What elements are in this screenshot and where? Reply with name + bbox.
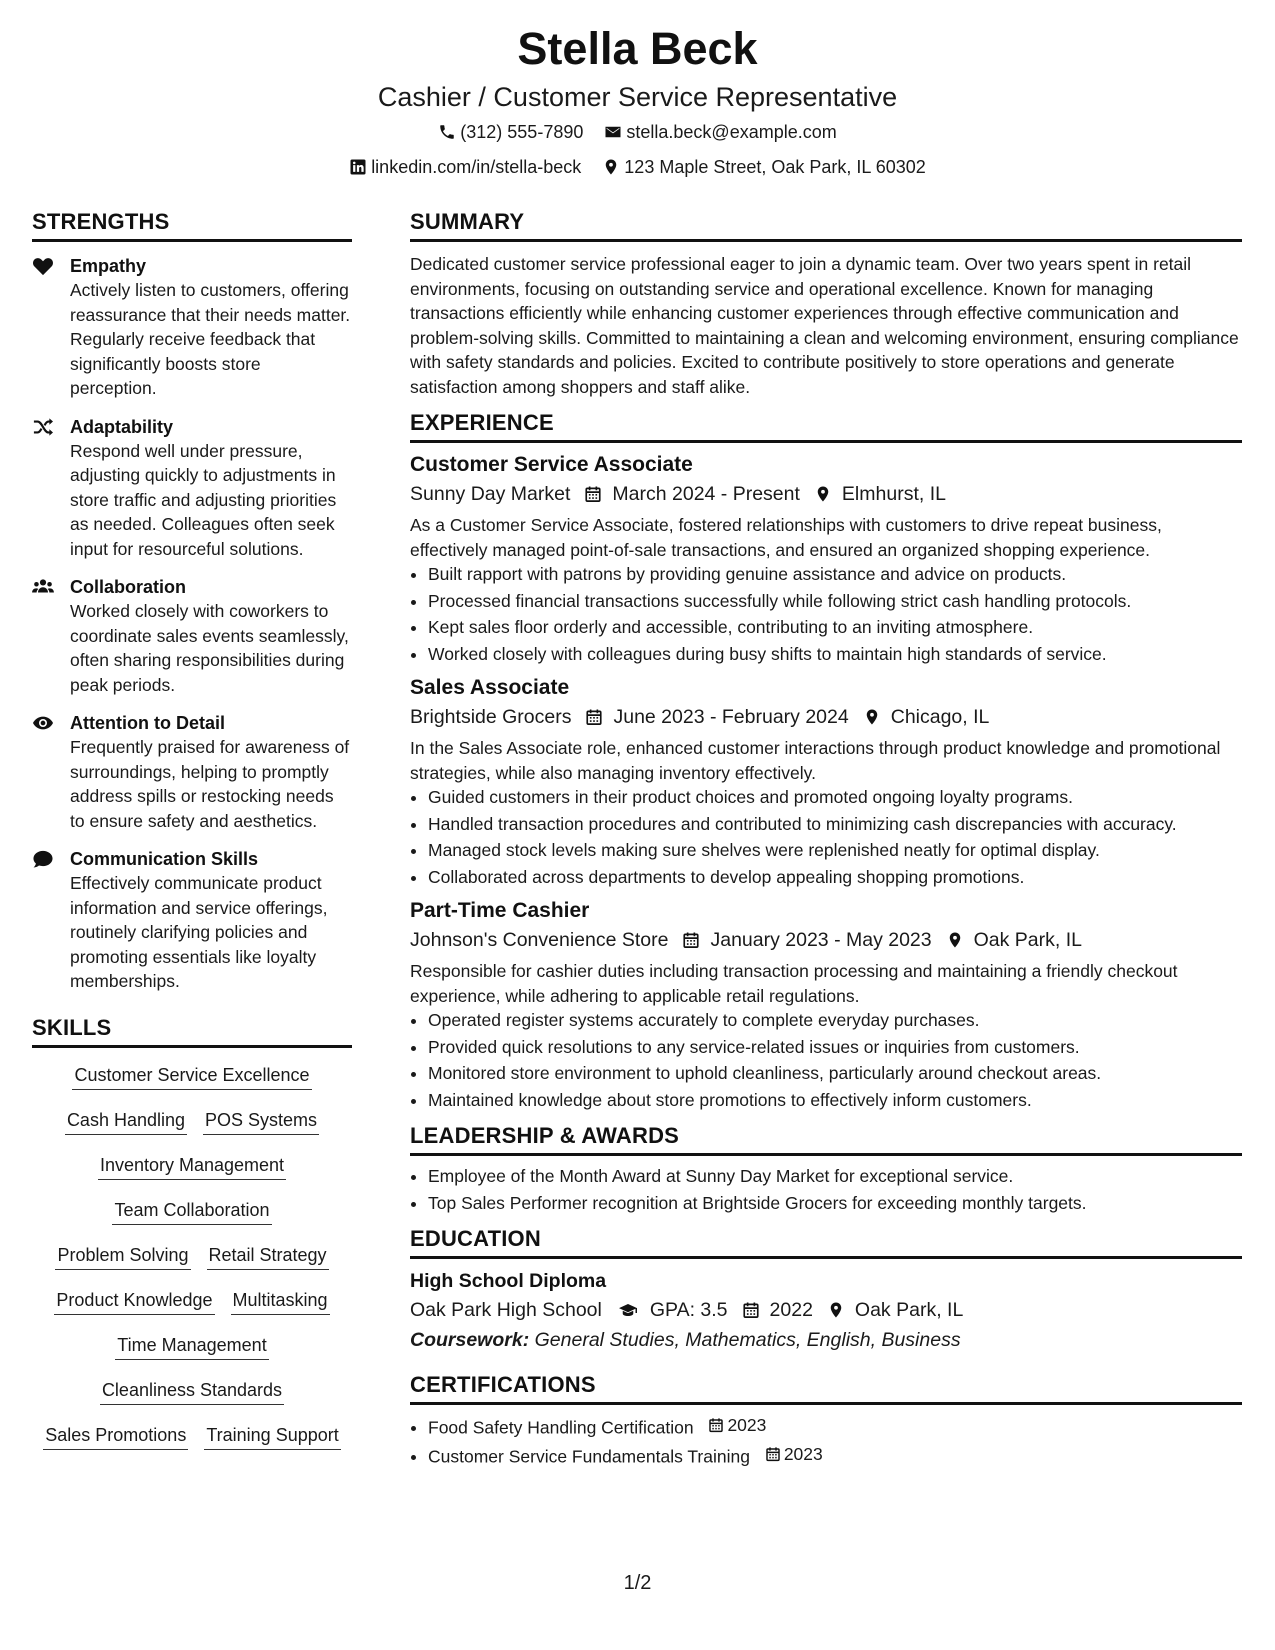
email-contact[interactable]: [604, 118, 836, 146]
certifications-section: [410, 1371, 1242, 1469]
left-column: [32, 208, 352, 1467]
summary-heading: SUMMARY: [410, 208, 1242, 242]
job-company: Sunny Day Market: [410, 483, 571, 505]
certification-item: [428, 1413, 1242, 1440]
job-bullet: • Guided customers in their product choices and promoted ongoing loyalty programs.: [428, 785, 1242, 810]
skill-tag: Training Support: [204, 1422, 340, 1450]
leadership-heading: LEADERSHIP & AWARDS: [410, 1122, 1242, 1156]
school-location: [827, 1295, 963, 1325]
envelope-icon: [604, 123, 622, 141]
calendar-icon: [682, 931, 700, 949]
skill-row: [32, 1197, 352, 1242]
certifications-list: [410, 1413, 1242, 1469]
school-name: Oak Park High School: [410, 1299, 602, 1321]
comment-icon: [32, 849, 54, 869]
job-bullet: • Processed financial transactions successfully while following strict cash handling protocols.: [428, 589, 1242, 614]
skill-tag: Team Collaboration: [112, 1197, 271, 1225]
contact-line-2: [0, 153, 1275, 184]
job-location: [946, 925, 1082, 955]
calendar-icon: [708, 1417, 724, 1433]
contact-line-1: [0, 118, 1275, 149]
strength-title: Attention to Detail: [70, 713, 225, 733]
skill-tag: POS Systems: [203, 1107, 319, 1135]
skill-tag: Retail Strategy: [207, 1242, 329, 1270]
skill-tag: Cash Handling: [65, 1107, 187, 1135]
certification-name: Food Safety Handling Certification: [428, 1417, 694, 1438]
job-bullet: • Collaborated across departments to develop appealing shopping promotions.: [428, 865, 1242, 890]
strength-description: Worked closely with coworkers to coordinate sales events seamlessly, often sharing responsibilities during peak periods.: [70, 601, 349, 695]
strength-title: Adaptability: [70, 416, 174, 437]
skill-tag: Inventory Management: [98, 1152, 286, 1180]
education-heading: EDUCATION: [410, 1225, 1242, 1259]
skill-row: [32, 1287, 352, 1332]
coursework-text: General Studies, Mathematics, English, Business: [534, 1329, 961, 1351]
leadership-section: [410, 1122, 1242, 1215]
skill-row: [32, 1062, 352, 1107]
calendar-icon: [765, 1446, 781, 1462]
strength-item: [32, 847, 352, 994]
job-entry: [410, 674, 1242, 889]
certification-year-text: 2023: [727, 1415, 767, 1435]
strength-item: [32, 415, 352, 562]
job-description: In the Sales Associate role, enhanced customer interactions through product knowledge and promotional strategies, while also managing inventory effectively.: [410, 738, 1221, 783]
job-bullet: • Maintained knowledge about store promotions to effectively inform customers.: [428, 1088, 1242, 1113]
location-pin-icon: [814, 485, 832, 503]
certification-item: [428, 1442, 1242, 1469]
job-meta: [410, 702, 1242, 732]
linkedin-contact[interactable]: [349, 153, 581, 181]
skill-tag: Sales Promotions: [43, 1422, 188, 1450]
summary-text: Dedicated customer service professional eager to join a dynamic team. Over two years spent in retail environments, focusing on outstanding service and operational excellence. Known for managing transactions efficiently while enhancing customer experiences through effective communication and problem-solving skills. Committed to maintaining a clean and welcoming environment, ensuring compliance with safety standards and policies. Excited to contribute positively to store operations and generate satisfaction among shoppers and staff alike.: [410, 254, 1239, 397]
strength-description: Frequently praised for awareness of surroundings, helping to promptly address spills or restocking needs to ensure safety and aesthetics.: [70, 737, 350, 831]
location-pin-icon: [863, 708, 881, 726]
skill-tag: Cleanliness Standards: [100, 1377, 284, 1405]
job-meta: [410, 925, 1242, 955]
address-text: 123 Maple Street, Oak Park, IL 60302: [624, 157, 926, 177]
strength-title: Empathy: [70, 256, 147, 276]
job-bullet: • Provided quick resolutions to any service-related issues or inquiries from customers.: [428, 1035, 1242, 1060]
certification-year-text: 2023: [783, 1443, 823, 1464]
strength-description: Respond well under pressure, adjusting quickly to adjustments in store traffic and adjusting priorities as needed. Colleagues often seek input for resourceful solutions.: [70, 440, 337, 559]
job-bullet: • Operated register systems accurately to complete everyday purchases.: [428, 1008, 1242, 1033]
job-description: Responsible for cashier duties including transaction processing and maintaining a friendly checkout experience, while adhering to applicable retail regulations.: [410, 961, 1178, 1006]
education-meta: [410, 1295, 1242, 1325]
job-location-text: Oak Park, IL: [973, 929, 1082, 951]
strength-item: [32, 711, 352, 833]
job-location-text: Chicago, IL: [890, 706, 990, 728]
job-bullet: • Handled transaction procedures and contributed to minimizing cash discrepancies with accuracy.: [428, 812, 1242, 837]
skill-row: [32, 1242, 352, 1287]
phone-icon: [438, 123, 456, 141]
job-location: [863, 702, 990, 732]
job-location: [814, 479, 946, 509]
phone-text: (312) 555-7890: [460, 122, 584, 142]
linkedin-icon: [349, 158, 367, 176]
candidate-role: Cashier / Customer Service Representative: [377, 82, 898, 112]
graduation-year-text: 2022: [769, 1299, 813, 1321]
job-bullet: • Monitored store environment to uphold cleanliness, particularly around checkout areas.: [428, 1061, 1242, 1086]
right-column: [410, 208, 1242, 1479]
shuffle-icon: [32, 417, 54, 437]
job-bullets: [410, 1008, 1242, 1112]
candidate-name: Stella Beck: [517, 23, 758, 74]
strengths-heading: STRENGTHS: [32, 208, 352, 242]
certification-year: [708, 1413, 766, 1438]
job-dates: [682, 925, 931, 955]
skills-heading: SKILLS: [32, 1014, 352, 1048]
resume-header: [0, 20, 1275, 184]
strength-title: Collaboration: [70, 577, 186, 597]
education-section: [410, 1225, 1242, 1355]
skill-tag: Problem Solving: [55, 1242, 190, 1270]
gpa-text: GPA: 3.5: [649, 1299, 728, 1321]
job-bullet: • Managed stock levels making sure shelves were replenished neatly for optimal display.: [428, 838, 1242, 863]
calendar-icon: [584, 485, 602, 503]
coursework-label: Coursework:: [410, 1329, 530, 1351]
page-number: 1/2: [623, 1572, 652, 1594]
eye-icon: [32, 713, 54, 733]
skill-tag: Time Management: [115, 1332, 268, 1360]
heart-icon: [32, 256, 54, 276]
linkedin-text: linkedin.com/in/stella-beck: [371, 157, 582, 177]
school-location-text: Oak Park, IL: [854, 1299, 964, 1321]
skill-row: [32, 1107, 352, 1152]
job-description: As a Customer Service Associate, fostered relationships with customers to drive repeat business, effectively managed point-of-sale transactions, and ensured an organized shopping experience.: [410, 515, 1162, 560]
address-contact: [602, 153, 926, 181]
award-item: • Top Sales Performer recognition at Brightside Grocers for exceeding monthly targets.: [428, 1191, 1242, 1216]
coursework: [410, 1325, 1242, 1355]
job-company: Brightside Grocers: [410, 706, 572, 728]
strength-item: [32, 254, 352, 401]
strength-description: Actively listen to customers, offering reassurance that their needs matter. Regularly receive feedback that significantly boosts store perception.: [70, 280, 351, 398]
job-dates-text: March 2024 - Present: [612, 483, 800, 505]
job-title: Part-Time Cashier: [410, 899, 590, 922]
phone-contact[interactable]: [438, 118, 583, 146]
users-icon: [32, 577, 54, 597]
experience-heading: EXPERIENCE: [410, 409, 1242, 443]
certification-year: [765, 1442, 823, 1467]
graduation-year: [742, 1295, 813, 1325]
skill-row: [32, 1332, 352, 1377]
strength-title: Communication Skills: [70, 849, 259, 869]
job-title: Customer Service Associate: [410, 453, 693, 476]
skill-tag: Product Knowledge: [54, 1287, 214, 1315]
summary-section: [410, 208, 1242, 399]
skill-tag: Customer Service Excellence: [72, 1062, 311, 1090]
job-dates-text: January 2023 - May 2023: [710, 929, 932, 951]
certifications-heading: CERTIFICATIONS: [410, 1371, 1242, 1405]
certification-name: Customer Service Fundamentals Training: [428, 1446, 750, 1466]
job-company: Johnson's Convenience Store: [410, 929, 669, 951]
gpa: [616, 1295, 728, 1325]
calendar-icon: [585, 708, 603, 726]
job-entry: [410, 897, 1242, 1112]
location-pin-icon: [827, 1301, 845, 1319]
calendar-icon: [742, 1301, 760, 1319]
strength-description: Effectively communicate product information and service offerings, routinely clarifying policies and promoting essentials like loyalty memberships.: [70, 873, 328, 991]
job-bullet: • Built rapport with patrons by providing genuine assistance and advice on products.: [428, 562, 1242, 587]
location-pin-icon: [946, 931, 964, 949]
job-bullets: [410, 562, 1242, 666]
location-pin-icon: [602, 158, 620, 176]
job-entry: [410, 451, 1242, 666]
skills-list: [32, 1060, 352, 1467]
skill-row: [32, 1152, 352, 1197]
skill-row: [32, 1422, 352, 1467]
skill-row: [32, 1377, 352, 1422]
email-text: stella.beck@example.com: [626, 122, 837, 142]
job-dates: [585, 702, 848, 732]
experience-section: [410, 409, 1242, 1112]
graduation-cap-icon: [616, 1301, 640, 1319]
job-title: Sales Associate: [410, 676, 570, 699]
skill-tag: Multitasking: [231, 1287, 330, 1315]
job-location-text: Elmhurst, IL: [841, 483, 946, 505]
job-bullets: [410, 785, 1242, 889]
strength-item: [32, 575, 352, 697]
leadership-list: [410, 1164, 1242, 1215]
job-bullet: • Worked closely with colleagues during busy shifts to maintain high standards of service.: [428, 642, 1242, 667]
job-dates: [584, 479, 800, 509]
job-dates-text: June 2023 - February 2024: [613, 706, 849, 728]
degree-title: High School Diploma: [410, 1270, 607, 1292]
skills-section: [32, 1014, 352, 1467]
award-item: • Employee of the Month Award at Sunny Day Market for exceptional service.: [428, 1164, 1242, 1189]
job-bullet: • Kept sales floor orderly and accessible, contributing to an inviting atmosphere.: [428, 615, 1242, 640]
job-meta: [410, 479, 1242, 509]
